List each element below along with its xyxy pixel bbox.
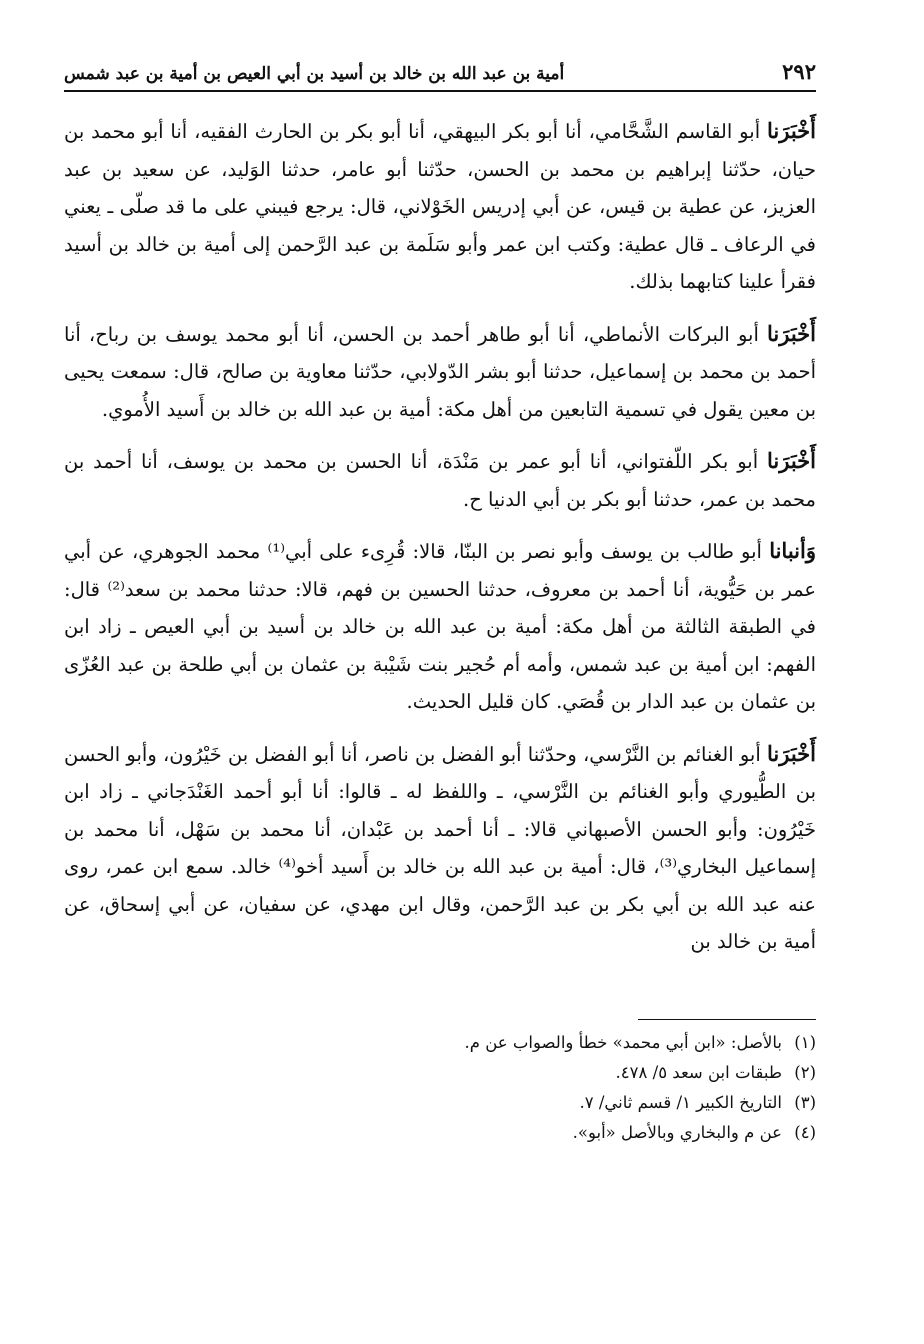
paragraph-lead: أَخْبَرَنا bbox=[767, 448, 816, 473]
footnote-text: طبقات ابن سعد ٥/ ٤٧٨. bbox=[615, 1062, 782, 1082]
footnote bbox=[64, 1088, 816, 1118]
paragraph bbox=[64, 112, 816, 301]
footnote bbox=[64, 1058, 816, 1088]
main-text bbox=[64, 112, 816, 961]
paragraph-text: أبو القاسم الشَّحَّامي، أنا أبو بكر البيهقي، أنا أبو بكر بن الحارث الفقيه، أنا أبو محمد بن حيان، حدّثنا إبراهيم بن محمد بن الحسن، حدّثنا أبو عامر، حدثنا الوَليد، عن سعيد بن عبد العزيز، عن عطية بن قيس، عن أبي إدريس الخَوْلاني، قال: يرجع فيبني على ما قد صلّى ـ يعني في الرعاف ـ قال عطية: وكتب ابن عمر وأبو سَلَمة بن عبد الرَّحمن إلى أمية بن خالد بن أسيد فقرأ علينا كتابهما بذلك. bbox=[64, 120, 816, 293]
footnote-text: عن م والبخاري وبالأصل «أبو». bbox=[572, 1122, 782, 1142]
paragraph bbox=[64, 442, 816, 518]
paragraph-lead: أَخْبَرَنا bbox=[767, 118, 816, 143]
paragraph-lead: أَخْبَرَنا bbox=[767, 740, 816, 766]
paragraph-text: أبو الغنائم بن النَّرْسي، وحدّثنا أبو الفضل بن ناصر، أنا أبو الفضل بن خَيْرُون، وأبو الحسن بن الطُّيوري وأبو الغنائم بن النَّرْسي، ـ واللفظ له ـ قالوا: أنا أبو أحمد الغَنْدَجاني ـ زاد ابن خَيْرُون: وأبو الحسن الأصبهاني قالا: ـ أنا أحمد بن عَبْدان، أنا محمد بن سَهْل، أنا محمد بن إسماعيل البخاري⁽³⁾، قال: أمية بن عبد الله بن خالد بن أَسيد أخو⁽⁴⁾ خالد. سمع ابن عمر، روى عنه عبد الله بن أبي بكر بن عبد الرَّحمن، وقال ابن مهدي، عن سفيان، عن أبي إسحاق، عن أمية بن خالد بن bbox=[64, 742, 816, 953]
paragraph-text: أبو البركات الأنماطي، أنا أبو طاهر أحمد بن الحسن، أنا أبو محمد يوسف بن رباح، أنا أحمد بن محمد بن إسماعيل، حدثنا أبو بشر الدّولابي، حدّثنا معاوية بن صالح، قال: سمعت يحيى بن معين يقول في تسمية التابعين من أهل مكة: أمية بن عبد الله بن خالد بن أَسيد الأُموي. bbox=[64, 322, 816, 421]
paragraph bbox=[64, 735, 816, 961]
running-title: أمية بن عبد الله بن خالد بن أسيد بن أبي العيص بن أمية بن عبد شمس bbox=[64, 64, 565, 84]
paragraph-lead: أَخْبَرَنا bbox=[767, 320, 816, 346]
footnote bbox=[64, 1028, 816, 1058]
paragraph bbox=[64, 315, 816, 429]
paragraph bbox=[64, 532, 816, 721]
paragraph-text: أبو طالب بن يوسف وأبو نصر بن البنّا، قالا: قُرِىء على أبي⁽¹⁾ محمد الجوهري، عن أبي عمر بن حَيُّوية، أنا أحمد بن معروف، حدثنا الحسين بن فهم، قالا: حدثنا محمد بن سعد⁽²⁾ قال: في الطبقة الثالثة من أهل مكة: أمية بن عبد الله بن خالد بن أسيد بن أبي العيص ـ زاد ابن الفهم: ابن أمية بن عبد شمس، وأمه أم حُجير بنت شَيْبة بن عثمان بن أبي طلحة بن عبد العُزّى بن عثمان بن عبد الدار بن قُصَي. كان قليل الحديث. bbox=[64, 540, 816, 713]
footnote bbox=[64, 1118, 816, 1148]
footnote-number: (١) bbox=[794, 1032, 816, 1052]
footnote-text: التاريخ الكبير ١/ قسم ثاني/ ٧. bbox=[579, 1092, 782, 1112]
footnote-number: (٣) bbox=[794, 1092, 816, 1112]
paragraph-lead: وَأنبانا bbox=[769, 538, 816, 563]
footnote-separator bbox=[638, 1019, 816, 1020]
page-number: ٢٩٢ bbox=[782, 59, 816, 84]
paragraph-text: أبو بكر اللّفتواني، أنا أبو عمر بن مَنْدَة، أنا الحسن بن محمد بن يوسف، أنا أحمد بن محمد بن عمر، حدثنا أبو بكر بن أبي الدنيا ح. bbox=[64, 450, 816, 511]
page-header bbox=[64, 54, 816, 92]
footnote-text: بالأصل: «ابن أبي محمد» خطأ والصواب عن م. bbox=[464, 1032, 782, 1052]
document-page bbox=[64, 54, 816, 1148]
footnote-number: (٢) bbox=[794, 1062, 816, 1082]
footnotes bbox=[64, 1028, 816, 1148]
footnote-number: (٤) bbox=[794, 1122, 816, 1142]
